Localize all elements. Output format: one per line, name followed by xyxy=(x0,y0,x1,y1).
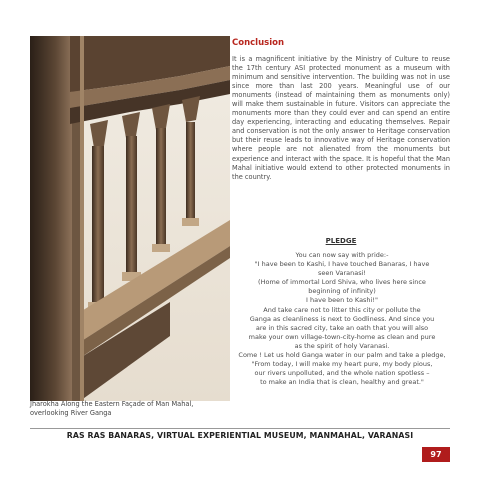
pledge-line: beginning of infinity) xyxy=(308,287,376,296)
caption-line-1: Jharokha Along the Eastern Façade of Man Mahal, xyxy=(30,400,194,408)
conclusion-body: It is a magnificent initiative by the Ministry of Culture to reuse the 17th century ASI protected monument as a museum with minimum and sensitive intervention. The building was not in use since more than last 200 years. Meaningful use of our monuments (instead of maintaining them as monuments only) will make them sustainable in future. Visitors can appreciate the monuments more than they could ever and can spend an entire day experiencing, interacting and educating themselves. Repair and conservation is not the only answer to Heritage conservation but their reuse leads to innovative way of Heritage conservation where people are not alienated from the monuments but experience and interact with the space. It is hopeful that the Man Mahal initiative would extend to other protected monuments in the country. xyxy=(232,55,450,181)
pledge-line: I have been to Kashi!" xyxy=(306,296,378,305)
jharokha-illustration xyxy=(30,36,230,401)
pledge-line: "From today, I will make my heart pure, my body pious, xyxy=(251,360,433,369)
pledge-line: You can now say with pride:- xyxy=(295,251,389,259)
caption-line-2: overlooking River Ganga xyxy=(30,409,112,417)
pledge-title: PLEDGE xyxy=(325,237,357,245)
footer-divider xyxy=(30,428,450,429)
pledge-line: as the spirit of holy Varanasi. xyxy=(294,341,390,350)
jharokha-photo xyxy=(30,36,230,401)
pledge-line: And take care not to litter this city or pollute the xyxy=(263,305,421,314)
pledge-line: to make an India that is clean, healthy and great." xyxy=(260,378,424,387)
pledge-line: are in this sacred city, take an oath that you will also xyxy=(255,323,429,332)
photo-caption xyxy=(30,400,230,418)
pledge-line: (Home of immortal Lord Shiva, who lives here since xyxy=(258,278,426,287)
pledge-line: Come ! Let us hold Ganga water in our palm and take a pledge, xyxy=(238,351,446,360)
pledge-line: our rivers unpolluted, and the whole nation spotless – xyxy=(254,369,430,378)
pledge-line: seen Varanasi! xyxy=(317,269,367,278)
conclusion-heading: Conclusion xyxy=(232,38,284,48)
footer-title: RAS RAS BANARAS, VIRTUAL EXPERIENTIAL MUSEUM, MANMAHAL, VARANASI xyxy=(66,431,414,440)
page-number-badge: 97 xyxy=(422,447,450,462)
pledge-line: Ganga as cleanliness is next to Godliness. And since you xyxy=(249,314,435,323)
pledge-line: make your own village-town-city-home as clean and pure xyxy=(248,332,436,341)
pledge-text xyxy=(237,251,447,387)
pledge-line: "I have been to Kashi, I have touched Banaras, I have xyxy=(254,260,430,269)
